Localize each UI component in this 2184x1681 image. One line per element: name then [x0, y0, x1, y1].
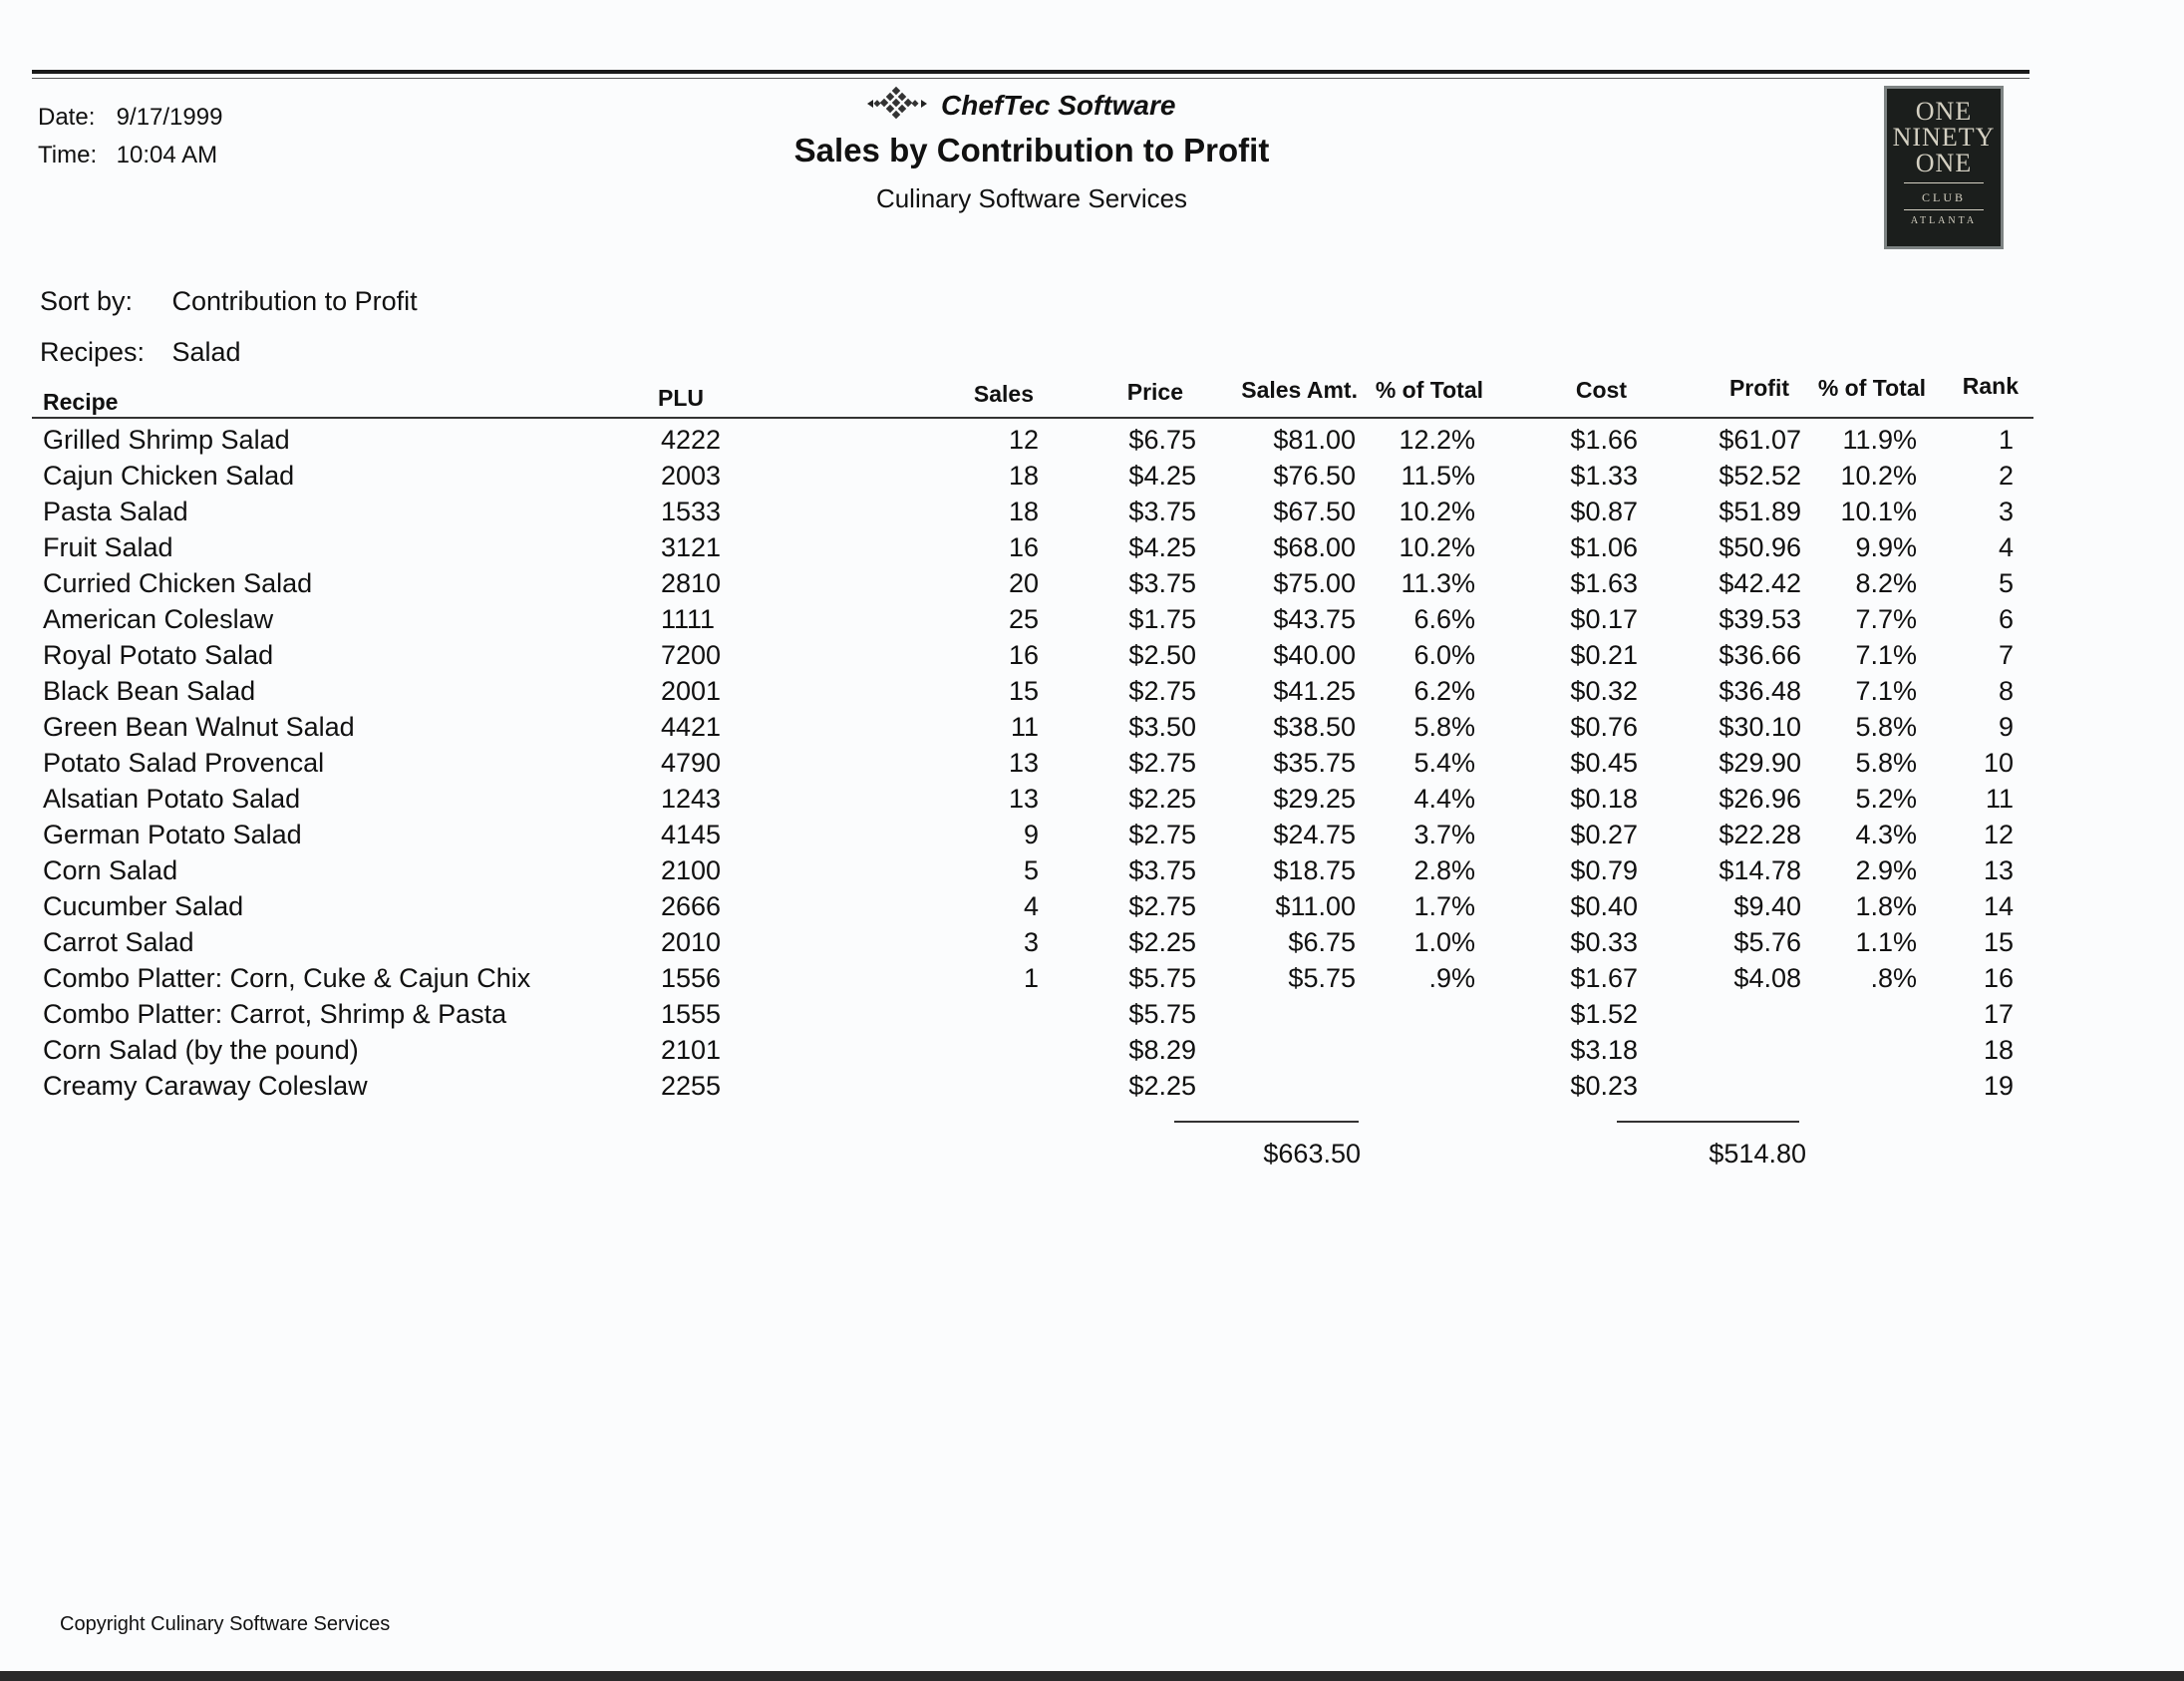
col-header-plu: PLU [658, 385, 704, 411]
pct-total-cell: 6.6% [1413, 604, 1475, 634]
cost-cell: $0.21 [1570, 640, 1638, 670]
cost-cell: $1.67 [1570, 963, 1638, 993]
price-cell: $8.29 [1128, 1035, 1196, 1065]
sales-amt-cell: $35.75 [1273, 748, 1356, 778]
recipe-name: Royal Potato Salad [43, 640, 274, 670]
sort-label: Sort by: [40, 286, 134, 316]
recipe-name: Carrot Salad [43, 927, 194, 957]
recipe-name: Curried Chicken Salad [43, 568, 313, 598]
rank-cell: 13 [1983, 855, 2014, 885]
column-header-rule [32, 417, 2033, 419]
recipe-name: Combo Platter: Carrot, Shrimp & Pasta [43, 999, 507, 1029]
recipe-name: Corn Salad [43, 855, 178, 885]
pct-total-cell: 5.8% [1413, 712, 1475, 742]
table-row [0, 461, 2184, 497]
report-subtitle: Culinary Software Services [875, 183, 1188, 213]
header-rule-thin [32, 78, 2029, 79]
pct-profit-cell: 5.2% [1855, 784, 1917, 814]
report-title: Sales by Contribution to Profit [793, 132, 1270, 168]
plu-cell: 4421 [661, 712, 722, 742]
brand [867, 88, 1326, 124]
price-cell: $2.75 [1128, 748, 1196, 778]
plu-cell: 2666 [661, 891, 722, 921]
col-header-sales: Sales [973, 381, 1034, 407]
pct-total-cell: .9% [1428, 963, 1475, 993]
sales-cell: 1 [1023, 963, 1039, 993]
cost-cell: $0.17 [1570, 604, 1638, 634]
price-cell: $3.75 [1128, 568, 1196, 598]
recipe-name: Creamy Caraway Coleslaw [43, 1071, 368, 1101]
pct-total-cell: 1.0% [1413, 927, 1475, 957]
table-row [0, 999, 2184, 1035]
profit-cell: $14.78 [1718, 855, 1801, 885]
rank-cell: 16 [1983, 963, 2014, 993]
pct-total-cell: 12.2% [1399, 425, 1475, 455]
plu-cell: 2010 [661, 927, 722, 957]
table-row [0, 497, 2184, 532]
date-label: Date: [38, 104, 96, 131]
price-cell: $1.75 [1128, 604, 1196, 634]
sales-cell: 20 [1008, 568, 1039, 598]
rank-cell: 18 [1983, 1035, 2014, 1065]
price-cell: $6.75 [1128, 425, 1196, 455]
sales-cell: 16 [1008, 640, 1039, 670]
logo-line-2: NINETY [1892, 123, 1996, 152]
sort-filter [40, 286, 418, 317]
plu-cell: 2255 [661, 1071, 722, 1101]
table-row [0, 712, 2184, 748]
rank-cell: 7 [1998, 640, 2014, 670]
cost-cell: $0.79 [1570, 855, 1638, 885]
plu-cell: 1533 [661, 497, 722, 526]
logo-divider [1904, 182, 1984, 183]
sales-cell: 18 [1008, 497, 1039, 526]
sales-amt-cell: $29.25 [1273, 784, 1356, 814]
table-row [0, 676, 2184, 712]
recipe-name: Grilled Shrimp Salad [43, 425, 290, 455]
rank-cell: 4 [1998, 532, 2014, 562]
recipe-name: American Coleslaw [43, 604, 274, 634]
pct-profit-cell: .8% [1870, 963, 1917, 993]
sales-amt-cell: $67.50 [1273, 497, 1356, 526]
sales-cell: 5 [1023, 855, 1039, 885]
pct-total-cell: 1.7% [1413, 891, 1475, 921]
profit-cell: $29.90 [1718, 748, 1801, 778]
sales-cell: 4 [1023, 891, 1039, 921]
copyright: Copyright Culinary Software Services [60, 1613, 391, 1635]
profit-total: $514.80 [1709, 1139, 1806, 1169]
price-cell: $3.75 [1128, 497, 1196, 526]
profit-cell: $50.96 [1718, 532, 1801, 562]
cost-cell: $1.63 [1570, 568, 1638, 598]
profit-cell: $61.07 [1718, 425, 1801, 455]
rank-cell: 5 [1998, 568, 2014, 598]
pct-profit-cell: 8.2% [1855, 568, 1917, 598]
cost-cell: $0.27 [1570, 820, 1638, 849]
table-row [0, 1071, 2184, 1107]
col-header-price: Price [1126, 379, 1183, 405]
sales-cell: 3 [1023, 927, 1039, 957]
profit-cell: $9.40 [1733, 891, 1801, 921]
pct-profit-cell: 2.9% [1855, 855, 1917, 885]
sales-cell: 18 [1008, 461, 1039, 491]
sales-cell: 25 [1008, 604, 1039, 634]
sales-cell: 12 [1008, 425, 1039, 455]
recipe-name: German Potato Salad [43, 820, 302, 849]
pct-profit-cell: 9.9% [1855, 532, 1917, 562]
sales-cell: 13 [1008, 784, 1039, 814]
pct-profit-cell: 5.8% [1855, 748, 1917, 778]
rank-cell: 1 [1998, 425, 2014, 455]
sales-amt-cell: $43.75 [1273, 604, 1356, 634]
price-cell: $2.25 [1128, 1071, 1196, 1101]
table-row [0, 963, 2184, 999]
cost-cell: $0.40 [1570, 891, 1638, 921]
sales-amt-cell: $68.00 [1273, 532, 1356, 562]
cost-cell: $1.52 [1570, 999, 1638, 1029]
recipe-name: Potato Salad Provencal [43, 748, 325, 778]
col-header-profit: Profit [1728, 375, 1789, 401]
profit-cell: $39.53 [1718, 604, 1801, 634]
sales-cell: 16 [1008, 532, 1039, 562]
rank-cell: 15 [1983, 927, 2014, 957]
sales-cell: 11 [1010, 712, 1039, 742]
profit-cell: $22.28 [1718, 820, 1801, 849]
rank-cell: 12 [1983, 820, 2014, 849]
col-header-recipe: Recipe [43, 389, 119, 415]
sales-amt-cell: $76.50 [1273, 461, 1356, 491]
profit-cell: $36.66 [1718, 640, 1801, 670]
table-row [0, 784, 2184, 820]
pct-total-cell: 3.7% [1413, 820, 1475, 849]
rank-cell: 2 [1998, 461, 2014, 491]
sales-amt-cell: $5.75 [1288, 963, 1356, 993]
price-cell: $2.25 [1128, 927, 1196, 957]
table-row [0, 748, 2184, 784]
pct-total-cell: 6.0% [1413, 640, 1475, 670]
pct-profit-cell: 4.3% [1855, 820, 1917, 849]
col-header-sales-amt: Sales Amt. [1241, 377, 1358, 403]
sales-amt-total: $663.50 [1263, 1139, 1361, 1169]
logo-line-3: ONE [1915, 149, 1973, 177]
pct-total-cell: 5.4% [1413, 748, 1475, 778]
report-rows [0, 425, 2184, 1107]
sales-amt-cell: $38.50 [1273, 712, 1356, 742]
pct-profit-cell: 7.1% [1855, 676, 1917, 706]
price-cell: $2.75 [1128, 676, 1196, 706]
pct-profit-cell: 7.7% [1855, 604, 1917, 634]
table-row [0, 891, 2184, 927]
cost-cell: $1.33 [1570, 461, 1638, 491]
cost-cell: $0.23 [1570, 1071, 1638, 1101]
logo-line-4: CLUB [1921, 190, 1966, 204]
time-line [38, 142, 217, 169]
table-row [0, 927, 2184, 963]
price-cell: $3.50 [1128, 712, 1196, 742]
price-cell: $2.75 [1128, 820, 1196, 849]
cost-cell: $0.32 [1570, 676, 1638, 706]
rank-cell: 14 [1983, 891, 2014, 921]
sales-amt-cell: $24.75 [1273, 820, 1356, 849]
pct-profit-cell: 11.9% [1842, 425, 1917, 455]
logo-divider [1904, 209, 1984, 210]
col-header-pct-total: % of Total [1375, 377, 1483, 403]
cost-cell: $1.06 [1570, 532, 1638, 562]
table-row [0, 1035, 2184, 1071]
recipe-name: Cucumber Salad [43, 891, 244, 921]
pct-total-cell: 2.8% [1413, 855, 1475, 885]
club-logo [1884, 86, 2004, 249]
pct-total-cell: 6.2% [1413, 676, 1475, 706]
cost-cell: $0.33 [1570, 927, 1638, 957]
rank-cell: 10 [1983, 748, 2014, 778]
recipes-value: Salad [171, 337, 241, 367]
pct-profit-cell: 1.1% [1855, 927, 1917, 957]
table-row [0, 568, 2184, 604]
sales-amt-cell: $41.25 [1273, 676, 1356, 706]
table-row [0, 532, 2184, 568]
logo-line-5: ATLANTA [1910, 215, 1978, 226]
profit-cell: $36.48 [1718, 676, 1801, 706]
pct-total-cell: 10.2% [1399, 532, 1475, 562]
pct-total-cell: 4.4% [1413, 784, 1475, 814]
profit-cell: $51.89 [1718, 497, 1801, 526]
col-header-rank: Rank [1962, 373, 2019, 399]
col-header-cost: Cost [1575, 377, 1627, 403]
plu-cell: 1243 [661, 784, 722, 814]
profit-cell: $26.96 [1718, 784, 1801, 814]
recipe-name: Black Bean Salad [43, 676, 256, 706]
sales-amt-cell: $75.00 [1273, 568, 1356, 598]
sales-amt-total-rule [1174, 1121, 1359, 1123]
table-row [0, 855, 2184, 891]
plu-cell: 2810 [661, 568, 722, 598]
table-row [0, 425, 2184, 461]
cost-cell: $0.87 [1570, 497, 1638, 526]
rank-cell: 17 [1983, 999, 2014, 1029]
plu-cell: 2101 [661, 1035, 722, 1065]
plu-cell: 1555 [661, 999, 722, 1029]
brand-name: ChefTec Software [941, 90, 1176, 121]
sales-amt-cell: $81.00 [1273, 425, 1356, 455]
recipe-name: Pasta Salad [43, 497, 188, 526]
price-cell: $5.75 [1128, 963, 1196, 993]
sort-value: Contribution to Profit [171, 286, 418, 316]
rank-cell: 11 [1985, 784, 2014, 814]
profit-cell: $4.08 [1733, 963, 1801, 993]
table-row [0, 820, 2184, 855]
plu-cell: 4790 [661, 748, 722, 778]
sales-amt-cell: $6.75 [1288, 927, 1356, 957]
pct-total-cell: 11.5% [1401, 461, 1475, 491]
pct-profit-cell: 1.8% [1855, 891, 1917, 921]
recipe-name: Green Bean Walnut Salad [43, 712, 355, 742]
sales-amt-cell: $18.75 [1273, 855, 1356, 885]
pct-profit-cell: 7.1% [1855, 640, 1917, 670]
pct-total-cell: 11.3% [1401, 568, 1475, 598]
recipe-name: Fruit Salad [43, 532, 173, 562]
price-cell: $2.25 [1128, 784, 1196, 814]
rank-cell: 3 [1998, 497, 2014, 526]
pct-profit-cell: 5.8% [1855, 712, 1917, 742]
table-row [0, 604, 2184, 640]
rank-cell: 19 [1983, 1071, 2014, 1101]
recipe-name: Cajun Chicken Salad [43, 461, 295, 491]
pct-profit-cell: 10.2% [1840, 461, 1917, 491]
rank-cell: 6 [1998, 604, 2014, 634]
pct-profit-cell: 10.1% [1840, 497, 1917, 526]
time-label: Time: [38, 142, 98, 168]
profit-cell: $42.42 [1718, 568, 1801, 598]
plu-cell: 1111 [661, 604, 716, 634]
sales-amt-cell: $11.00 [1275, 891, 1356, 921]
price-cell: $4.25 [1128, 461, 1196, 491]
price-cell: $2.75 [1128, 891, 1196, 921]
cost-cell: $0.18 [1570, 784, 1638, 814]
plu-cell: 1556 [661, 963, 722, 993]
pct-total-cell: 10.2% [1399, 497, 1475, 526]
profit-cell: $30.10 [1718, 712, 1801, 742]
rank-cell: 9 [1998, 712, 2014, 742]
cost-cell: $1.66 [1570, 425, 1638, 455]
date-line [38, 104, 222, 132]
plu-cell: 2100 [661, 855, 722, 885]
cheftec-logo-icon [867, 86, 927, 127]
table-row [0, 640, 2184, 676]
col-header-pct-total-profit: % of Total [1817, 375, 1926, 401]
plu-cell: 3121 [661, 532, 722, 562]
recipe-name: Corn Salad (by the pound) [43, 1035, 359, 1065]
cost-cell: $3.18 [1570, 1035, 1638, 1065]
sales-amt-cell: $40.00 [1273, 640, 1356, 670]
sales-cell: 13 [1008, 748, 1039, 778]
profit-cell: $52.52 [1718, 461, 1801, 491]
plu-cell: 2001 [661, 676, 722, 706]
price-cell: $2.50 [1128, 640, 1196, 670]
price-cell: $4.25 [1128, 532, 1196, 562]
plu-cell: 7200 [661, 640, 722, 670]
plu-cell: 4145 [661, 820, 722, 849]
profit-total-rule [1617, 1121, 1799, 1123]
sales-cell: 9 [1023, 820, 1039, 849]
header-rule [32, 70, 2029, 74]
price-cell: $3.75 [1128, 855, 1196, 885]
logo-line-1: ONE [1915, 97, 1973, 126]
profit-cell: $5.76 [1733, 927, 1801, 957]
recipes-label: Recipes: [40, 337, 146, 367]
sales-cell: 15 [1008, 676, 1039, 706]
time-value: 10:04 AM [116, 142, 218, 168]
cost-cell: $0.76 [1570, 712, 1638, 742]
recipe-name: Alsatian Potato Salad [43, 784, 301, 814]
plu-cell: 4222 [661, 425, 722, 455]
rank-cell: 8 [1998, 676, 2014, 706]
price-cell: $5.75 [1128, 999, 1196, 1029]
recipe-name: Combo Platter: Corn, Cuke & Cajun Chix [43, 963, 531, 993]
recipes-filter [40, 337, 241, 368]
page-bottom-edge [0, 1671, 2184, 1681]
plu-cell: 2003 [661, 461, 722, 491]
date-value: 9/17/1999 [116, 104, 223, 131]
cost-cell: $0.45 [1570, 748, 1638, 778]
